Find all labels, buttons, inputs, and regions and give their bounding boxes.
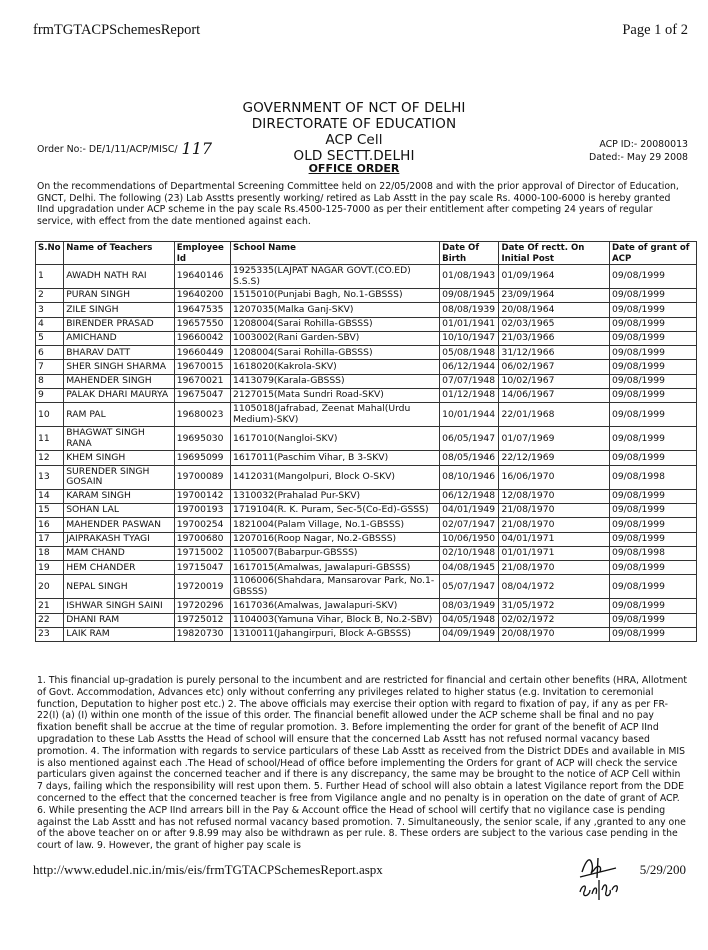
cell-acp-grant-date: 09/08/1999	[609, 575, 696, 599]
cell-acp-grant-date: 09/08/1999	[609, 427, 696, 451]
cell-school-name: 1105018(Jafrabad, Zeenat Mahal(Urdu Medium)-SKV)	[231, 403, 440, 427]
cell-recruitment-date: 08/04/1972	[499, 575, 610, 599]
cell-acp-grant-date: 09/08/1998	[609, 546, 696, 560]
cell-acp-grant-date: 09/08/1999	[609, 317, 696, 331]
cell-teacher-name: RAM PAL	[64, 403, 175, 427]
cell-date-of-birth: 05/08/1948	[440, 346, 499, 360]
header-dob: Date Of Birth	[440, 242, 499, 265]
cell-employee-id: 19680023	[174, 403, 230, 427]
cell-date-of-birth: 01/08/1943	[440, 265, 499, 289]
cell-employee-id: 19720296	[174, 599, 230, 613]
cell-employee-id: 19700089	[174, 465, 230, 489]
cell-employee-id: 19647535	[174, 303, 230, 317]
cell-school-name: 1617015(Amalwas, Jawalapuri-GBSSS)	[231, 561, 440, 575]
cell-teacher-name: HEM CHANDER	[64, 561, 175, 575]
cell-teacher-name: SOHAN LAL	[64, 503, 175, 517]
cell-recruitment-date: 22/12/1969	[499, 451, 610, 465]
table-row	[36, 403, 697, 427]
cell-recruitment-date: 31/12/1966	[499, 346, 610, 360]
table-row	[36, 331, 697, 345]
cell-school-name: 1925335(LAJPAT NAGAR GOVT.(CO.ED) S.S.S)	[231, 265, 440, 289]
cell-date-of-birth: 08/10/1946	[440, 465, 499, 489]
table-row	[36, 518, 697, 532]
cell-acp-grant-date: 09/08/1999	[609, 403, 696, 427]
cell-employee-id: 19660042	[174, 331, 230, 345]
cell-school-name: 1207016(Roop Nagar, No.2-GBSSS)	[231, 532, 440, 546]
cell-recruitment-date: 14/06/1967	[499, 389, 610, 403]
cell-acp-grant-date: 09/08/1999	[609, 628, 696, 642]
table-row	[36, 427, 697, 451]
cell-acp-grant-date: 09/08/1999	[609, 374, 696, 388]
office-order-heading: OFFICE ORDER	[308, 162, 400, 175]
cell-date-of-birth: 02/07/1947	[440, 518, 499, 532]
table-row	[36, 451, 697, 465]
cell-employee-id: 19715002	[174, 546, 230, 560]
cell-school-name: 1104003(Yamuna Vihar, Block B, No.2-SBV)	[231, 613, 440, 627]
cell-acp-grant-date: 09/08/1999	[609, 561, 696, 575]
table-row	[36, 503, 697, 517]
cell-teacher-name: MAHENDER SINGH	[64, 374, 175, 388]
table-row	[36, 546, 697, 560]
cell-school-name: 1617011(Paschim Vihar, B 3-SKV)	[231, 451, 440, 465]
cell-sno: 20	[36, 575, 64, 599]
cell-recruitment-date: 10/02/1967	[499, 374, 610, 388]
page-url: http://www.edudel.nic.in/mis/eis/frmTGTACPSchemesReport.aspx	[33, 862, 383, 877]
table-row	[36, 389, 697, 403]
cell-sno: 2	[36, 289, 64, 303]
cell-teacher-name: KARAM SINGH	[64, 489, 175, 503]
cell-acp-grant-date: 09/08/1998	[609, 465, 696, 489]
cell-teacher-name: AMICHAND	[64, 331, 175, 345]
table-row	[36, 374, 697, 388]
cell-sno: 16	[36, 518, 64, 532]
cell-employee-id: 19675047	[174, 389, 230, 403]
cell-acp-grant-date: 09/08/1999	[609, 518, 696, 532]
cell-employee-id: 19700142	[174, 489, 230, 503]
terms-paragraph: 1. This financial up-gradation is purely personal to the incumbent and are restricted for financial and certain other benefits (HRA, Allotment of Govt. Accommodation, Advances etc) only without conferring any privileges related to higher status (e.g. Invitation to ceremonial function, Deputation to higher post etc.) 2. The above officials may exercise their option with regard to fixation of pay, if any as per FR-22(I) (a) (I) within one month of the issue of this order. The financial benefit allowed under the ACP scheme shall be final and no pay fixation benefit shall be accrue at the time of regular promotion. 3. Before implementing the order for grant of the benefit of ACP IInd upgradation to these Lab Asstts the Head of school will ensure that the concerned Lab Asstt has not refused normal vacancy based promotion. 4. The information with regards to service particulars of these Lab Asstt as received from the District DDEs and available in MIS is also mentioned against each .The Head of school/Head of office before implementing the Orders for grant of ACP will check the service particulars given against the concerned teacher and if there is any discrepancy, the same may be brought to the notice of ACP Cell within 7 days, failing which the responsibility will rest upon them. 5. Further Head of school will also obtain a latest Vigilance report from the DDE concerned to the effect that the concerned teacher is free from Vigilance angle and no penalty is in operation on the date of grant of ACP. 6. While presenting the ACP IInd arrears bill in the Pay & Account office the Head of school will certify that no vigilance case is pending against the Lab Asstt and has not refused normal vacancy based promotion. 7. Simultaneously, the senior scale, if any ,granted to any one of the above teacher on or after 9.8.99 may also be withdrawn as per rule. 8. These orders are subject to the various case pending in the court of law. 9. However, the grant of higher pay scale is	[37, 675, 688, 852]
browser-print-header	[33, 22, 688, 42]
cell-school-name: 1208004(Sarai Rohilla-GBSSS)	[231, 346, 440, 360]
table-row	[36, 360, 697, 374]
table-row	[36, 265, 697, 289]
cell-school-name: 1719104(R. K. Puram, Sec-5(Co-Ed)-GSSS)	[231, 503, 440, 517]
cell-school-name: 1105007(Babarpur-GBSSS)	[231, 546, 440, 560]
header-acp-date: Date of grant of ACP	[609, 242, 696, 265]
letterhead-cell: ACP Cell	[325, 132, 383, 148]
cell-sno: 7	[36, 360, 64, 374]
cell-employee-id: 19700680	[174, 532, 230, 546]
cell-teacher-name: MAM CHAND	[64, 546, 175, 560]
cell-sno: 12	[36, 451, 64, 465]
order-meta	[589, 138, 688, 164]
cell-recruitment-date: 01/09/1964	[499, 265, 610, 289]
cell-employee-id: 19725012	[174, 613, 230, 627]
cell-date-of-birth: 06/05/1947	[440, 427, 499, 451]
cell-date-of-birth: 08/05/1946	[440, 451, 499, 465]
table-row	[36, 613, 697, 627]
page-indicator: Page 1 of 2	[622, 22, 688, 38]
cell-acp-grant-date: 09/08/1999	[609, 265, 696, 289]
table-row	[36, 599, 697, 613]
cell-recruitment-date: 20/08/1970	[499, 628, 610, 642]
cell-sno: 10	[36, 403, 64, 427]
cell-school-name: 2127015(Mata Sundri Road-SKV)	[231, 389, 440, 403]
cell-acp-grant-date: 09/08/1999	[609, 503, 696, 517]
cell-sno: 3	[36, 303, 64, 317]
cell-employee-id: 19695099	[174, 451, 230, 465]
cell-teacher-name: ISHWAR SINGH SAINI	[64, 599, 175, 613]
cell-teacher-name: SHER SINGH SHARMA	[64, 360, 175, 374]
cell-teacher-name: DHANI RAM	[64, 613, 175, 627]
cell-sno: 1	[36, 265, 64, 289]
cell-school-name: 1412031(Mangolpuri, Block O-SKV)	[231, 465, 440, 489]
cell-school-name: 1413079(Karala-GBSSS)	[231, 374, 440, 388]
cell-recruitment-date: 06/02/1967	[499, 360, 610, 374]
cell-acp-grant-date: 09/08/1999	[609, 389, 696, 403]
cell-recruitment-date: 23/09/1964	[499, 289, 610, 303]
cell-acp-grant-date: 09/08/1999	[609, 599, 696, 613]
cell-recruitment-date: 22/01/1968	[499, 403, 610, 427]
cell-acp-grant-date: 09/08/1999	[609, 451, 696, 465]
cell-school-name: 1003002(Rani Garden-SBV)	[231, 331, 440, 345]
table-row	[36, 289, 697, 303]
cell-teacher-name: BHARAV DATT	[64, 346, 175, 360]
cell-sno: 4	[36, 317, 64, 331]
cell-employee-id: 19700254	[174, 518, 230, 532]
table-row	[36, 465, 697, 489]
cell-school-name: 1617010(Nangloi-SKV)	[231, 427, 440, 451]
cell-acp-grant-date: 09/08/1999	[609, 532, 696, 546]
cell-date-of-birth: 06/12/1944	[440, 360, 499, 374]
cell-date-of-birth: 05/07/1947	[440, 575, 499, 599]
cell-recruitment-date: 21/03/1966	[499, 331, 610, 345]
table-row	[36, 628, 697, 642]
cell-date-of-birth: 10/01/1944	[440, 403, 499, 427]
cell-date-of-birth: 04/05/1948	[440, 613, 499, 627]
cell-acp-grant-date: 09/08/1999	[609, 346, 696, 360]
cell-school-name: 1310011(Jahangirpuri, Block A-GBSSS)	[231, 628, 440, 642]
cell-acp-grant-date: 09/08/1999	[609, 289, 696, 303]
cell-sno: 22	[36, 613, 64, 627]
cell-employee-id: 19720019	[174, 575, 230, 599]
cell-date-of-birth: 04/09/1949	[440, 628, 499, 642]
letterhead-address: OLD SECTT.DELHI	[293, 148, 415, 164]
table-row	[36, 303, 697, 317]
cell-school-name: 1618020(Kakrola-SKV)	[231, 360, 440, 374]
cell-recruitment-date: 21/08/1970	[499, 561, 610, 575]
cell-date-of-birth: 02/10/1948	[440, 546, 499, 560]
cell-employee-id: 19670015	[174, 360, 230, 374]
cell-teacher-name: PALAK DHARI MAURYA	[64, 389, 175, 403]
cell-date-of-birth: 04/01/1949	[440, 503, 499, 517]
cell-sno: 11	[36, 427, 64, 451]
cell-teacher-name: LAIK RAM	[64, 628, 175, 642]
cell-employee-id: 19660449	[174, 346, 230, 360]
cell-date-of-birth: 07/07/1948	[440, 374, 499, 388]
header-sno: S.No	[36, 242, 64, 265]
header-name: Name of Teachers	[64, 242, 175, 265]
handwritten-order-number: 117	[181, 139, 213, 158]
table-row	[36, 575, 697, 599]
cell-school-name: 1310032(Prahalad Pur-SKV)	[231, 489, 440, 503]
cell-recruitment-date: 01/01/1971	[499, 546, 610, 560]
cell-employee-id: 19670021	[174, 374, 230, 388]
cell-sno: 19	[36, 561, 64, 575]
table-row	[36, 561, 697, 575]
cell-school-name: 1106006(Shahdara, Mansarovar Park, No.1-GBSSS)	[231, 575, 440, 599]
cell-sno: 9	[36, 389, 64, 403]
table-row	[36, 489, 697, 503]
table-body	[36, 265, 697, 642]
cell-recruitment-date: 02/03/1965	[499, 317, 610, 331]
cell-teacher-name: JAIPRAKASH TYAGI	[64, 532, 175, 546]
cell-teacher-name: SURENDER SINGH GOSAIN	[64, 465, 175, 489]
cell-teacher-name: BIRENDER PRASAD	[64, 317, 175, 331]
cell-teacher-name: NEPAL SINGH	[64, 575, 175, 599]
cell-recruitment-date: 04/01/1971	[499, 532, 610, 546]
cell-sno: 18	[36, 546, 64, 560]
cell-employee-id: 19695030	[174, 427, 230, 451]
cell-school-name: 1207035(Malka Ganj-SKV)	[231, 303, 440, 317]
cell-recruitment-date: 21/08/1970	[499, 503, 610, 517]
cell-date-of-birth: 08/08/1939	[440, 303, 499, 317]
cell-date-of-birth: 04/08/1945	[440, 561, 499, 575]
cell-date-of-birth: 10/10/1947	[440, 331, 499, 345]
cell-school-name: 1821004(Palam Village, No.1-GBSSS)	[231, 518, 440, 532]
order-number	[37, 137, 212, 156]
cell-teacher-name: AWADH NATH RAI	[64, 265, 175, 289]
cell-date-of-birth: 08/03/1949	[440, 599, 499, 613]
cell-school-name: 1617036(Amalwas, Jawalapuri-SKV)	[231, 599, 440, 613]
cell-recruitment-date: 16/06/1970	[499, 465, 610, 489]
cell-sno: 14	[36, 489, 64, 503]
table-row	[36, 346, 697, 360]
handwritten-signature-icon	[572, 850, 632, 905]
cell-acp-grant-date: 09/08/1999	[609, 303, 696, 317]
letterhead-government: GOVERNMENT OF NCT OF DELHI	[242, 100, 466, 116]
cell-recruitment-date: 12/08/1970	[499, 489, 610, 503]
cell-employee-id: 19640200	[174, 289, 230, 303]
cell-sno: 15	[36, 503, 64, 517]
cell-acp-grant-date: 09/08/1999	[609, 360, 696, 374]
header-recruitment-date: Date Of rectt. On Initial Post	[499, 242, 610, 265]
table-header-row	[36, 242, 697, 265]
cell-teacher-name: ZILE SINGH	[64, 303, 175, 317]
cell-school-name: 1515010(Punjabi Bagh, No.1-GBSSS)	[231, 289, 440, 303]
cell-sno: 17	[36, 532, 64, 546]
cell-teacher-name: MAHENDER PASWAN	[64, 518, 175, 532]
cell-acp-grant-date: 09/08/1999	[609, 331, 696, 345]
header-employee-id: Employee Id	[174, 242, 230, 265]
cell-sno: 13	[36, 465, 64, 489]
header-school: School Name	[231, 242, 440, 265]
cell-employee-id: 19640146	[174, 265, 230, 289]
intro-paragraph: On the recommendations of Departmental Screening Committee held on 22/05/2008 and with the prior approval of Director of Education, GNCT, Delhi. The following (23) Lab Asstts presently working/ retired as Lab Asstt in the pay scale Rs. 4000-100-6000 is hereby granted IInd upgradation under ACP scheme in the pay scale Rs.4500-125-7000 as per their entitlement after competing 24 years of regular service, with effect from the date mentioned against each.	[37, 181, 679, 228]
cell-school-name: 1208004(Sarai Rohilla-GBSSS)	[231, 317, 440, 331]
cell-sno: 6	[36, 346, 64, 360]
cell-employee-id: 19820730	[174, 628, 230, 642]
cell-teacher-name: PURAN SINGH	[64, 289, 175, 303]
cell-sno: 21	[36, 599, 64, 613]
cell-recruitment-date: 20/08/1964	[499, 303, 610, 317]
cell-teacher-name: BHAGWAT SINGH RANA	[64, 427, 175, 451]
letterhead-directorate: DIRECTORATE OF EDUCATION	[251, 116, 457, 132]
cell-recruitment-date: 02/02/1972	[499, 613, 610, 627]
cell-recruitment-date: 21/08/1970	[499, 518, 610, 532]
acp-id: ACP ID:- 20080013	[599, 139, 688, 150]
cell-teacher-name: KHEM SINGH	[64, 451, 175, 465]
table-row	[36, 317, 697, 331]
cell-sno: 23	[36, 628, 64, 642]
report-title: frmTGTACPSchemesReport	[33, 22, 201, 38]
cell-recruitment-date: 31/05/1972	[499, 599, 610, 613]
cell-date-of-birth: 09/08/1945	[440, 289, 499, 303]
cell-acp-grant-date: 09/08/1999	[609, 613, 696, 627]
cell-date-of-birth: 06/12/1948	[440, 489, 499, 503]
cell-recruitment-date: 01/07/1969	[499, 427, 610, 451]
order-number-label: Order No:- DE/1/11/ACP/MISC/	[37, 144, 178, 155]
order-date: Dated:- May 29 2008	[588, 152, 688, 163]
cell-sno: 5	[36, 331, 64, 345]
print-date: 5/29/200	[639, 862, 686, 877]
cell-acp-grant-date: 09/08/1999	[609, 489, 696, 503]
cell-employee-id: 19700193	[174, 503, 230, 517]
cell-date-of-birth: 01/01/1941	[440, 317, 499, 331]
cell-date-of-birth: 01/12/1948	[440, 389, 499, 403]
table-row	[36, 532, 697, 546]
cell-sno: 8	[36, 374, 64, 388]
cell-employee-id: 19657550	[174, 317, 230, 331]
cell-date-of-birth: 10/06/1950	[440, 532, 499, 546]
teachers-table	[35, 241, 697, 642]
cell-employee-id: 19715047	[174, 561, 230, 575]
